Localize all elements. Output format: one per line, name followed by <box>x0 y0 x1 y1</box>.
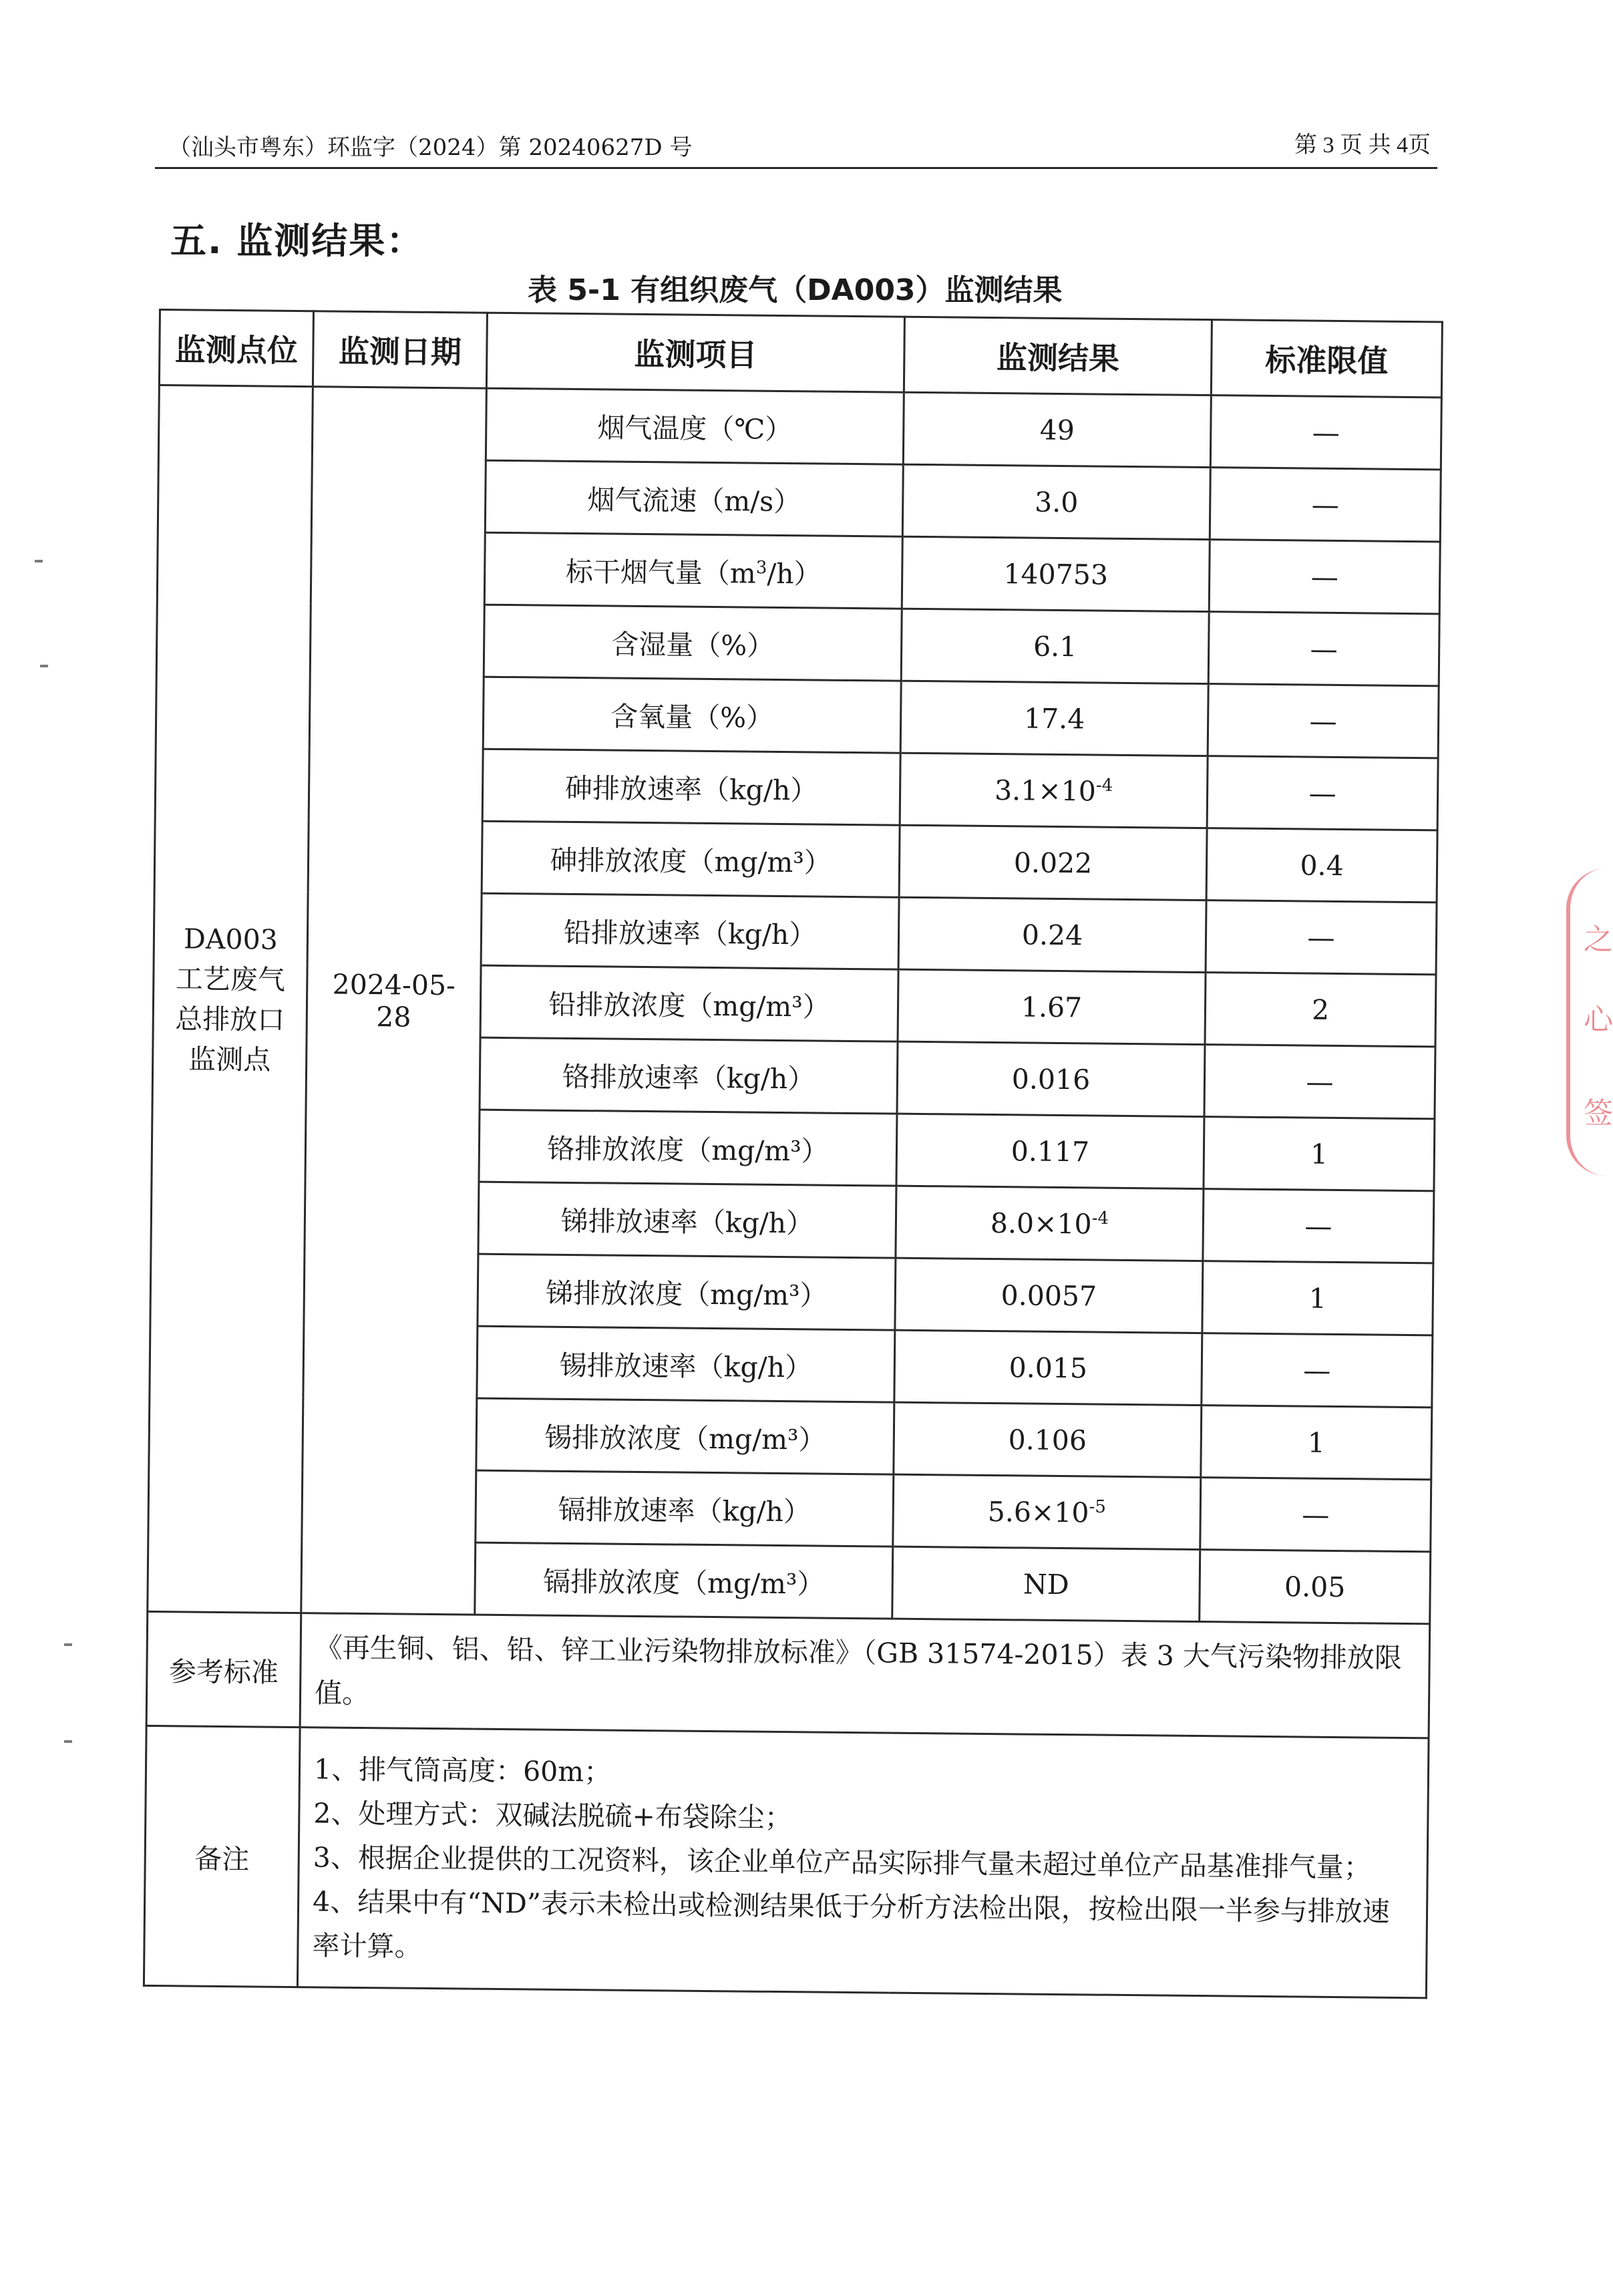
result-cell: 140753 <box>902 536 1210 611</box>
item-cell: 铬排放浓度（mg/m³） <box>479 1110 897 1186</box>
result-cell: 0.022 <box>899 825 1207 900</box>
monitoring-date-cell: 2024-05-28 <box>301 387 487 1615</box>
limit-cell: 0.4 <box>1206 828 1437 903</box>
reference-label: 参考标准 <box>146 1611 301 1727</box>
limit-cell: — <box>1210 468 1441 542</box>
limit-cell: 2 <box>1205 973 1436 1047</box>
reference-row <box>146 1611 1430 1738</box>
item-cell: 烟气温度（℃） <box>486 388 904 464</box>
result-cell: 0.015 <box>894 1330 1202 1405</box>
item-cell: 锡排放速率（kg/h） <box>477 1326 895 1402</box>
note-item: 2、处理方式：双碱法脱硫+布袋除尘； <box>313 1797 793 1834</box>
item-cell: 含氧量（%） <box>483 677 901 753</box>
result-cell: 49 <box>903 392 1211 467</box>
note-item: 3、根据企业提供的工况资料，该企业单位产品实际排气量未超过单位产品基准排气量； <box>313 1841 1372 1884</box>
item-cell: 锑排放浓度（mg/m³） <box>478 1254 896 1330</box>
notes-row <box>144 1726 1429 1997</box>
limit-cell: — <box>1203 1189 1434 1263</box>
limit-cell: 1 <box>1202 1261 1433 1335</box>
result-cell: 0.24 <box>898 897 1206 972</box>
result-cell: 3.0 <box>902 464 1210 539</box>
item-text: 标干烟气量（m <box>565 555 757 590</box>
result-text: 5.6×10 <box>987 1495 1089 1528</box>
table-header-row <box>159 310 1442 397</box>
scan-speck <box>35 560 43 562</box>
item-cell: 锡排放浓度（mg/m³） <box>476 1398 894 1474</box>
scan-speck <box>64 1740 72 1743</box>
section-title: 五. 监测结果： <box>170 220 424 262</box>
column-header-item: 监测项目 <box>486 313 904 392</box>
item-cell: 含湿量（%） <box>484 605 902 681</box>
limit-cell: — <box>1207 756 1438 830</box>
item-cell: 铅排放速率（kg/h） <box>481 893 899 969</box>
result-cell <box>896 1186 1204 1261</box>
limit-cell: 1 <box>1204 1117 1435 1191</box>
item-cell: 砷排放速率（kg/h） <box>482 749 900 825</box>
item-cell: 砷排放浓度（mg/m³） <box>482 821 900 897</box>
result-cell: 17.4 <box>900 681 1208 756</box>
scan-speck <box>40 665 48 667</box>
point-name-line: 工艺废气 <box>175 962 286 996</box>
table-row <box>158 385 1441 470</box>
column-header-date: 监测日期 <box>313 311 487 388</box>
limit-cell: 1 <box>1201 1406 1432 1480</box>
result-cell: 0.016 <box>897 1041 1205 1116</box>
item-superscript: 3 <box>755 557 767 579</box>
limit-cell: — <box>1208 684 1439 758</box>
scan-speck <box>64 1643 72 1646</box>
item-cell: 烟气流速（m/s） <box>485 460 903 536</box>
result-exponent: -4 <box>1091 1208 1109 1228</box>
item-cell: 铬排放速率（kg/h） <box>480 1037 898 1114</box>
limit-cell: — <box>1210 395 1441 470</box>
item-cell: 镉排放浓度（mg/m³） <box>475 1542 893 1619</box>
limit-cell: — <box>1208 612 1439 686</box>
limit-cell: — <box>1206 900 1437 975</box>
item-text: /h） <box>767 557 822 591</box>
page-header <box>155 127 1437 169</box>
limit-cell: — <box>1200 1478 1431 1552</box>
result-cell <box>893 1474 1201 1549</box>
limit-cell: 0.05 <box>1200 1550 1431 1624</box>
result-cell <box>900 753 1208 828</box>
result-cell: 0.117 <box>896 1114 1204 1188</box>
result-text: 3.1×10 <box>994 774 1097 807</box>
limit-cell: — <box>1209 540 1440 614</box>
result-cell: 1.67 <box>898 969 1206 1044</box>
result-exponent: -4 <box>1095 775 1113 796</box>
note-item: 1、排气筒高度：60m； <box>313 1753 612 1788</box>
result-text: 8.0×10 <box>990 1206 1092 1240</box>
limit-cell: — <box>1204 1045 1435 1119</box>
column-header-limit: 标准限值 <box>1211 320 1442 397</box>
point-name-line: 总排放口 <box>175 1002 285 1036</box>
result-cell: 6.1 <box>901 609 1209 683</box>
table-caption: 表 5-1 有组织废气（DA003）监测结果 <box>528 273 1063 307</box>
reference-text: 《再生铜、铝、铅、锌工业污染物排放标准》（GB 31574-2015）表 3 大气污染物排放限值。 <box>300 1613 1430 1738</box>
result-exponent: -5 <box>1089 1496 1107 1517</box>
limit-cell: — <box>1202 1333 1433 1408</box>
point-name-line: 监测点 <box>188 1042 271 1076</box>
notes-label: 备注 <box>144 1726 300 1987</box>
item-cell: 铅排放浓度（mg/m³） <box>480 965 898 1041</box>
column-header-result: 监测结果 <box>904 317 1212 395</box>
column-header-point: 监测点位 <box>159 310 313 387</box>
monitoring-point-cell <box>148 385 313 1613</box>
point-code: DA003 <box>183 922 279 956</box>
page-indicator: 第 3 页 共 4页 <box>1294 133 1431 158</box>
note-item: 4、结果中有“ND”表示未检出或检测结果低于分析方法检出限，按检出限一半参与排放速率计算。 <box>312 1885 1391 1963</box>
results-table <box>143 309 1443 1999</box>
result-cell: 0.106 <box>894 1402 1202 1477</box>
item-cell <box>484 532 902 609</box>
result-cell: ND <box>892 1546 1200 1621</box>
document-number: （汕头市粤东）环监字（2024）第 20240627D 号 <box>168 134 693 161</box>
item-cell: 镉排放速率（kg/h） <box>476 1470 894 1546</box>
result-cell: 0.0057 <box>895 1258 1203 1333</box>
notes-content <box>297 1728 1429 1998</box>
red-seal-stamp-fragment: 之 心 签 <box>1566 868 1613 1176</box>
item-cell: 锑排放速率（kg/h） <box>478 1182 896 1258</box>
